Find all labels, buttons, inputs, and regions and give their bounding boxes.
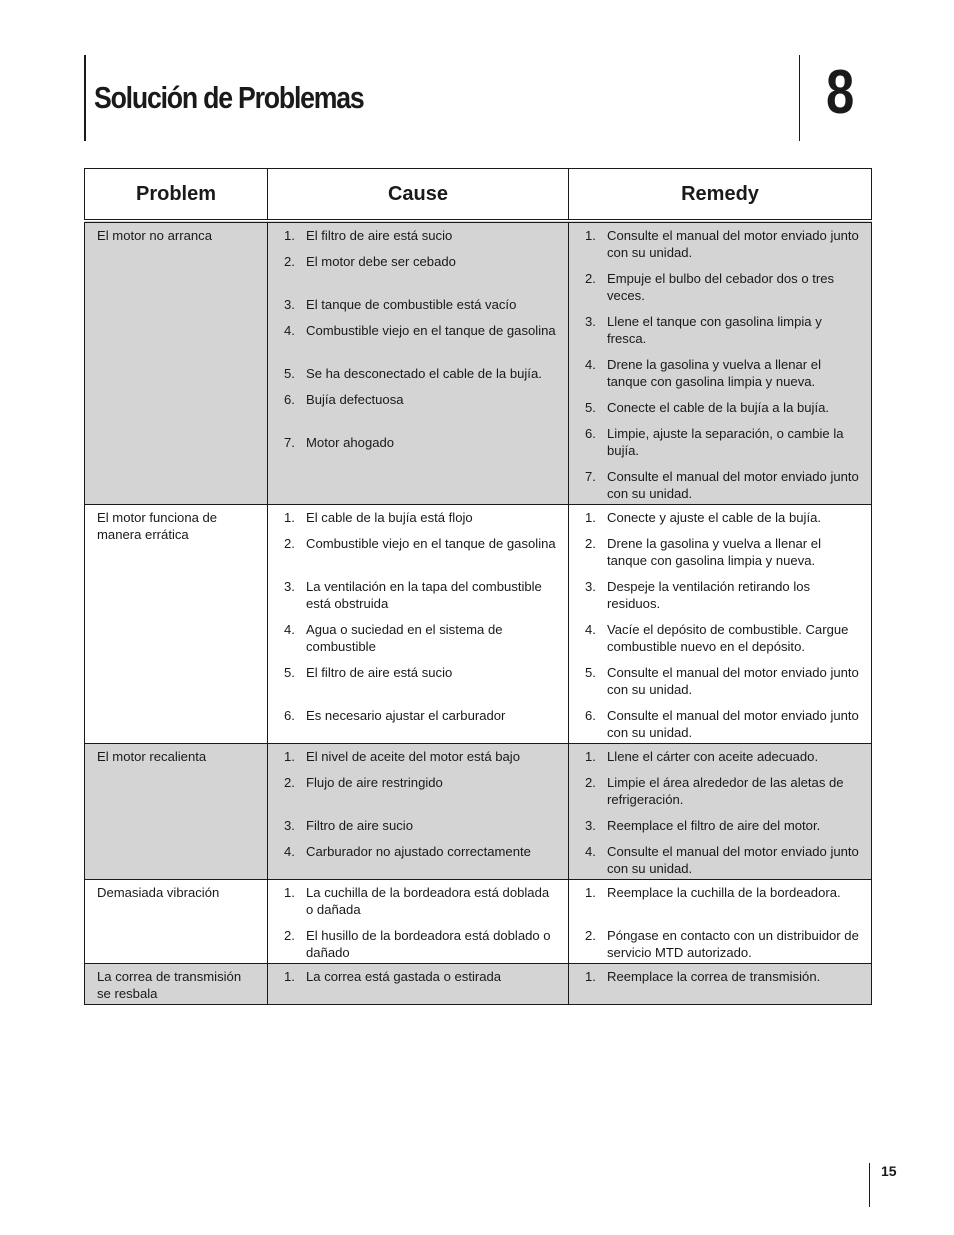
list-item: 1. Reemplace la cuchilla de la bordeadora. [585, 885, 841, 900]
cause-cell [268, 964, 569, 1005]
list-item: 2. Limpie el área alrededor de las aletas de refrigeración. [585, 775, 844, 807]
list-item: 3. Reemplace el filtro de aire del motor. [585, 818, 821, 833]
remedy-cell [569, 221, 872, 505]
problem-cell: El motor funciona de manera errática [85, 505, 268, 744]
list-item: 2. El husillo de la bordeadora está doblado o dañado [284, 928, 551, 960]
table-row [85, 744, 872, 880]
list-item: 4. Consulte el manual del motor enviado junto con su unidad. [585, 844, 859, 876]
problem-cell: Demasiada vibración [85, 880, 268, 964]
remedy-cell [569, 880, 872, 964]
list-item: 3. Despeje la ventilación retirando los residuos. [585, 579, 811, 611]
table-row [85, 880, 872, 964]
list-item: 2. Combustible viejo en el tanque de gasolina [284, 536, 556, 551]
list-item: 4. Combustible viejo en el tanque de gasolina [284, 323, 556, 338]
chapter-divider-rule [799, 55, 800, 141]
table-header-row [85, 169, 872, 222]
list-item: 1. Reemplace la correa de transmisión. [585, 969, 821, 984]
table-row [85, 221, 872, 505]
list-item: 4. Agua o suciedad en el sistema de combustible [284, 622, 503, 654]
list-item: 3. El tanque de combustible está vacío [284, 297, 517, 312]
list-item: 5. Consulte el manual del motor enviado junto con su unidad. [585, 665, 859, 697]
list-item: 3. Filtro de aire sucio [284, 818, 413, 833]
list-item: 2. Póngase en contacto con un distribuidor de servicio MTD autorizado. [585, 928, 859, 960]
cause-cell [268, 505, 569, 744]
list-item: 3. La ventilación en la tapa del combustible está obstruida [284, 579, 542, 611]
column-header-problem: Problem [85, 169, 268, 222]
list-item: 6. Limpie, ajuste la separación, o cambie la bujía. [585, 426, 844, 458]
list-item: 7. Consulte el manual del motor enviado junto con su unidad. [585, 469, 859, 501]
cause-cell [268, 744, 569, 880]
remedy-cell [569, 505, 872, 744]
list-item: 1. La correa está gastada o estirada [284, 969, 502, 984]
problem-cell: La correa de transmisión se resbala [85, 964, 268, 1005]
column-header-cause: Cause [268, 169, 569, 222]
list-item: 1. El filtro de aire está sucio [284, 228, 453, 243]
list-item: 1. La cuchilla de la bordeadora está doblada o dañada [284, 885, 550, 917]
list-item: 1. Llene el cárter con aceite adecuado. [585, 749, 819, 764]
list-item: 6. Bujía defectuosa [284, 392, 404, 407]
list-item: 2. Empuje el bulbo del cebador dos o tres veces. [585, 271, 835, 303]
list-item: 4. Vacíe el depósito de combustible. Cargue combustible nuevo en el depósito. [585, 622, 849, 654]
list-item: 1. El cable de la bujía está flojo [284, 510, 473, 525]
list-item: 3. Llene el tanque con gasolina limpia y fresca. [585, 314, 822, 346]
cause-cell [268, 880, 569, 964]
list-item: 6. Consulte el manual del motor enviado junto con su unidad. [585, 708, 859, 740]
list-item: 4. Carburador no ajustado correctamente [284, 844, 531, 859]
problem-cell: El motor no arranca [85, 221, 268, 505]
list-item: 2. El motor debe ser cebado [284, 254, 456, 269]
title-left-rule [84, 55, 86, 141]
list-item: 5. Conecte el cable de la bujía a la bujía. [585, 400, 830, 415]
list-item: 1. El nivel de aceite del motor está bajo [284, 749, 520, 764]
list-item: 1. Conecte y ajuste el cable de la bujía. [585, 510, 822, 525]
table-row [85, 505, 872, 744]
column-header-remedy: Remedy [569, 169, 872, 222]
list-item: 7. Motor ahogado [284, 435, 395, 450]
list-item: 5. Se ha desconectado el cable de la bujía. [284, 366, 542, 381]
cause-cell [268, 221, 569, 505]
list-item: 1. Consulte el manual del motor enviado junto con su unidad. [585, 228, 859, 260]
table-row [85, 964, 872, 1005]
list-item: 2. Flujo de aire restringido [284, 775, 443, 790]
list-item: 6. Es necesario ajustar el carburador [284, 708, 506, 723]
remedy-cell [569, 744, 872, 880]
chapter-number: 8 [826, 58, 855, 127]
list-item: 5. El filtro de aire está sucio [284, 665, 453, 680]
remedy-cell [569, 964, 872, 1005]
page-number-rule [869, 1163, 870, 1207]
troubleshooting-table [84, 168, 872, 1005]
page-number: 15 [881, 1163, 897, 1179]
problem-cell: El motor recalienta [85, 744, 268, 880]
list-item: 4. Drene la gasolina y vuelva a llenar el tanque con gasolina limpia y nueva. [585, 357, 821, 389]
list-item: 2. Drene la gasolina y vuelva a llenar el tanque con gasolina limpia y nueva. [585, 536, 821, 568]
page-title: Solución de Problemas [94, 80, 364, 115]
